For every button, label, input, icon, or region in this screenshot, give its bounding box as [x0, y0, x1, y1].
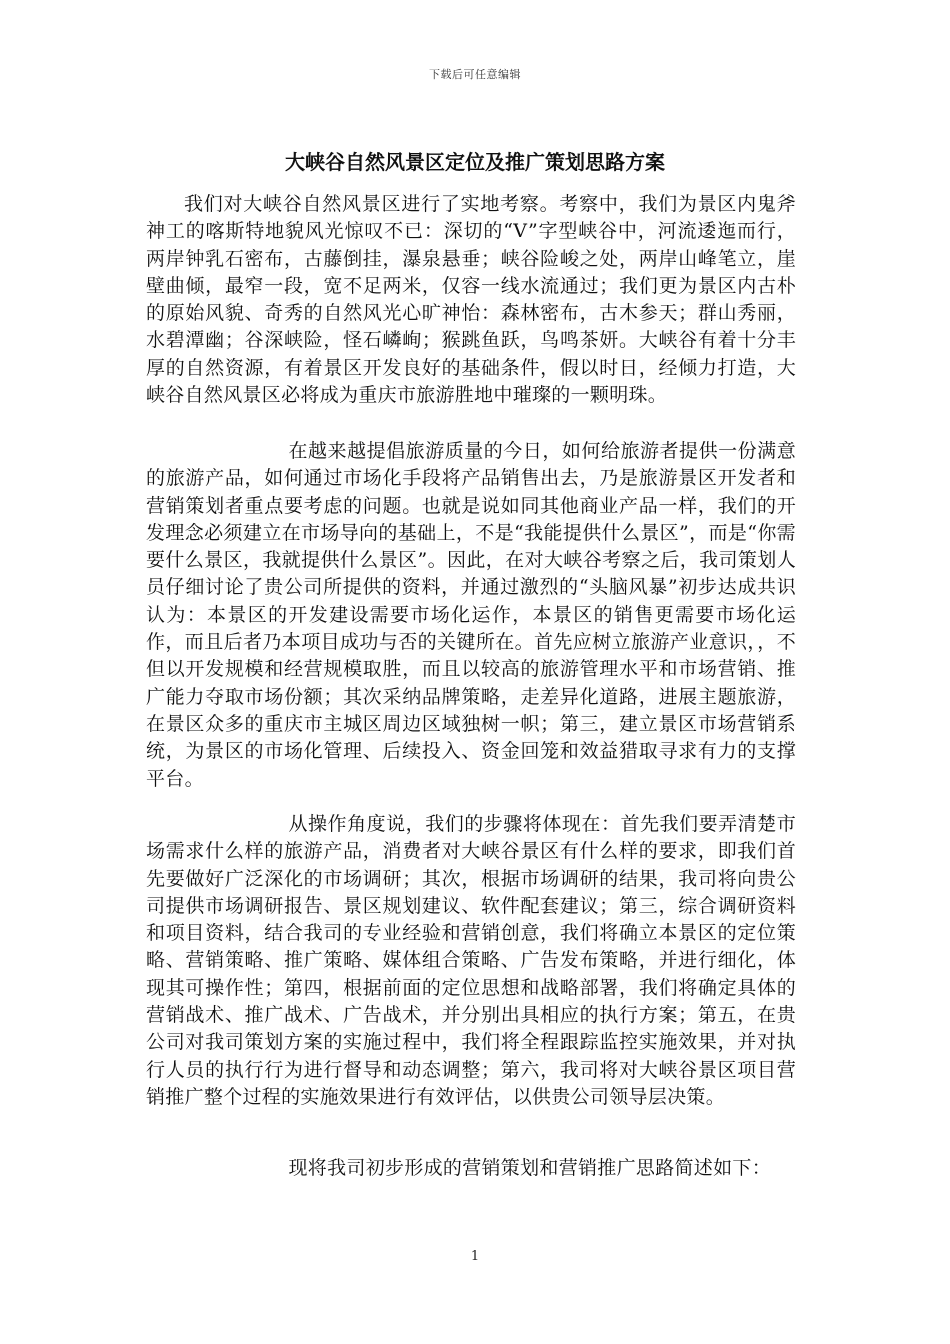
header-note: 下载后可任意编辑: [429, 68, 521, 81]
paragraph-intro: 我们对大峡谷自然风景区进行了实地考察。考察中，我们为景区内鬼斧神工的喀斯特地貌风光惊叹不已：深切的“V”字型峡谷中，河流逶迤而行，两岸钟乳石密布，古藤倒挂，瀑泉悬垂；峡谷险峻之处，两岸山峰笔立，崖壁曲倾，最窄一段，宽不足两米，仅容一线水流通过；我们更为景区内古朴的原始风貌、奇秀的自然风光心旷神怡：森林密布，古木参天；群山秀丽，水碧潭幽；谷深峡险，怪石嶙峋；猴跳鱼跃，鸟鸣茶妍。大峡谷有着十分丰厚的自然资源，有着景区开发良好的基础条件，假以时日，经倾力打造，大峡谷自然风景区必将成为重庆市旅游胜地中璀璨的一颗明珠。: [146, 193, 796, 407]
paragraph-operation-steps: 从操作角度说，我们的步骤将体现在：首先我们要弄清楚市场需求什么样的旅游产品，消费者对大峡谷景区有什么样的要求，即我们首先要做好广泛深化的市场调研；其次，根据市场调研的结果，我司将向贵公司提供市场调研报告、景区规划建议、软件配套建议；第三，综合调研资料和项目资料，结合我司的专业经验和营销创意，我们将确立本景区的定位策略、营销策略、推广策略、媒体组合策略、广告发布策略，并进行细化，体现其可操作性；第四，根据前面的定位思想和战略部署，我们将确定具体的营销战术、推广战术、广告战术，并分别出具相应的执行方案；第五，在贵公司对我司策划方案的实施过程中，我们将全程跟踪监控实施效果，并对执行人员的执行行为进行督导和动态调整；第六，我司将对大峡谷景区项目营销推广整个过程的实施效果进行有效评估，以供贵公司领导层决策。: [146, 813, 796, 1108]
paragraph-market-orientation: 在越来越提倡旅游质量的今日，如何给旅游者提供一份满意的旅游产品，如何通过市场化手段将产品销售出去，乃是旅游景区开发者和营销策划者重点要考虑的问题。也就是说如同其他商业产品一样，我们的开发理念必须建立在市场导向的基础上，不是“我能提供什么景区”，而是“你需要什么景区，我就提供什么景区”。因此，在对大峡谷考察之后，我司策划人员仔细讨论了贵公司所提供的资料，并通过激烈的“头脑风暴”初步达成共识认为：本景区的开发建设需要市场化运作，本景区的销售更需要市场化运作，而且后者乃本项目成功与否的关键所在。首先应树立旅游产业意识，，不但以开发规模和经营规模取胜，而且以较高的旅游管理水平和市场营销、推广能力夺取市场份额；其次采纳品牌策略，走差异化道路，进展主题旅游，在景区众多的重庆市主城区周边区域独树一帜；第三，建立景区市场营销系统，为景区的市场化管理、后续投入、资金回笼和效益猎取寻求有力的支撑平台。: [146, 440, 796, 790]
paragraph-summary-lead: 现将我司初步形成的营销策划和营销推广思路简述如下：: [288, 1157, 772, 1179]
document-title: 大峡谷自然风景区定位及推广策划思路方案: [285, 150, 665, 174]
page-number: 1: [470, 1249, 480, 1264]
